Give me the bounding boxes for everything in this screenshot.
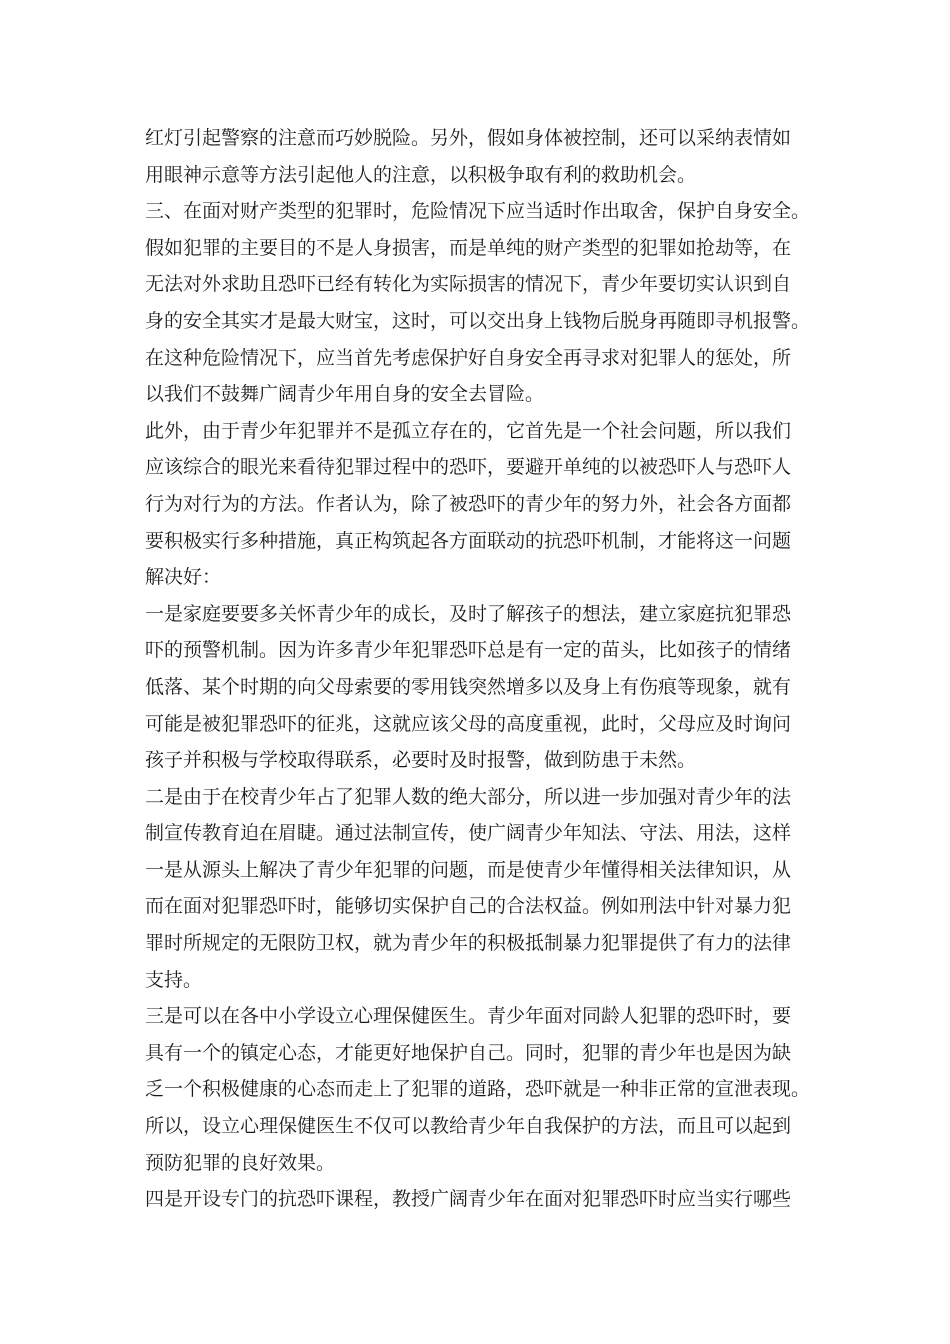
- text-line: 具有一个的镇定心态，才能更好地保护自己。同时，犯罪的青少年也是因为缺: [145, 1041, 792, 1064]
- text-line: 四是开设专门的抗恐吓课程，教授广阔青少年在面对犯罪恐吓时应当实行哪些: [145, 1188, 792, 1211]
- text-line: 罪时所规定的无限防卫权，就为青少年的积极抵制暴力犯罪提供了有力的法律: [145, 932, 792, 955]
- text-line: 此外，由于青少年犯罪并不是孤立存在的，它首先是一个社会问题，所以我们: [145, 419, 792, 442]
- body-text: [145, 120, 845, 1218]
- text-line: 支持。: [145, 968, 203, 991]
- text-line: 乏一个积极健康的心态而走上了犯罪的道路，恐吓就是一种非正常的宣泄表现。: [145, 1078, 811, 1101]
- text-line: 红灯引起警察的注意而巧妙脱险。另外，假如身体被控制，还可以采纳表情如: [145, 127, 792, 149]
- text-line: 无法对外求助且恐吓已经有转化为实际损害的情况下，青少年要切实认识到自: [145, 273, 792, 296]
- text-line: 三、在面对财产类型的犯罪时，危险情况下应当适时作出取舍，保护自身安全。: [145, 200, 811, 223]
- text-line: 所以，设立心理保健医生不仅可以教给青少年自我保护的方法，而且可以起到: [145, 1115, 792, 1138]
- text-line: 三是可以在各中小学设立心理保健医生。青少年面对同龄人犯罪的恐吓时，要: [145, 1005, 792, 1028]
- text-line: 以我们不鼓舞广阔青少年用自身的安全去冒险。: [145, 383, 545, 406]
- text-line: 用眼神示意等方法引起他人的注意，以积极争取有利的救助机会。: [145, 163, 697, 186]
- text-line: 可能是被犯罪恐吓的征兆，这就应该父母的高度重视，此时，父母应及时询问: [145, 712, 792, 735]
- text-line: 吓的预警机制。因为许多青少年犯罪恐吓总是有一定的苗头，比如孩子的情绪: [145, 639, 792, 662]
- text-line: 一是从源头上解决了青少年犯罪的问题，而是使青少年懂得相关法律知识，从: [145, 858, 792, 881]
- text-line: 行为对行为的方法。作者认为，除了被恐吓的青少年的努力外，社会各方面都: [145, 492, 792, 515]
- text-line: 要积极实行多种措施，真正构筑起各方面联动的抗恐吓机制，才能将这一问题: [145, 529, 792, 552]
- text-line: 低落、某个时期的向父母索要的零用钱突然增多以及身上有伤痕等现象，就有: [145, 675, 792, 698]
- text-line: 假如犯罪的主要目的不是人身损害，而是单纯的财产类型的犯罪如抢劫等，在: [145, 236, 792, 259]
- text-line: 应该综合的眼光来看待犯罪过程中的恐吓，要避开单纯的以被恐吓人与恐吓人: [145, 456, 792, 479]
- text-line: 制宣传教育迫在眉睫。通过法制宣传，使广阔青少年知法、守法、用法，这样: [145, 822, 792, 845]
- text-line: 在这种危险情况下，应当首先考虑保护好自身安全再寻求对犯罪人的惩处，所: [145, 346, 792, 369]
- text-line: 孩子并积极与学校取得联系，必要时及时报警，做到防患于未然。: [145, 749, 697, 772]
- text-line: 而在面对犯罪恐吓时，能够切实保护自己的合法权益。例如刑法中针对暴力犯: [145, 895, 792, 918]
- text-line: 二是由于在校青少年占了犯罪人数的绝大部分，所以进一步加强对青少年的法: [145, 785, 792, 808]
- text-line: 身的安全其实才是最大财宝，这时，可以交出身上钱物后脱身再随即寻机报警。: [145, 309, 811, 332]
- text-line: 一是家庭要要多关怀青少年的成长，及时了解孩子的想法，建立家庭抗犯罪恐: [145, 602, 792, 625]
- text-line: 解决好：: [145, 566, 222, 589]
- text-line: 预防犯罪的良好效果。: [145, 1151, 336, 1174]
